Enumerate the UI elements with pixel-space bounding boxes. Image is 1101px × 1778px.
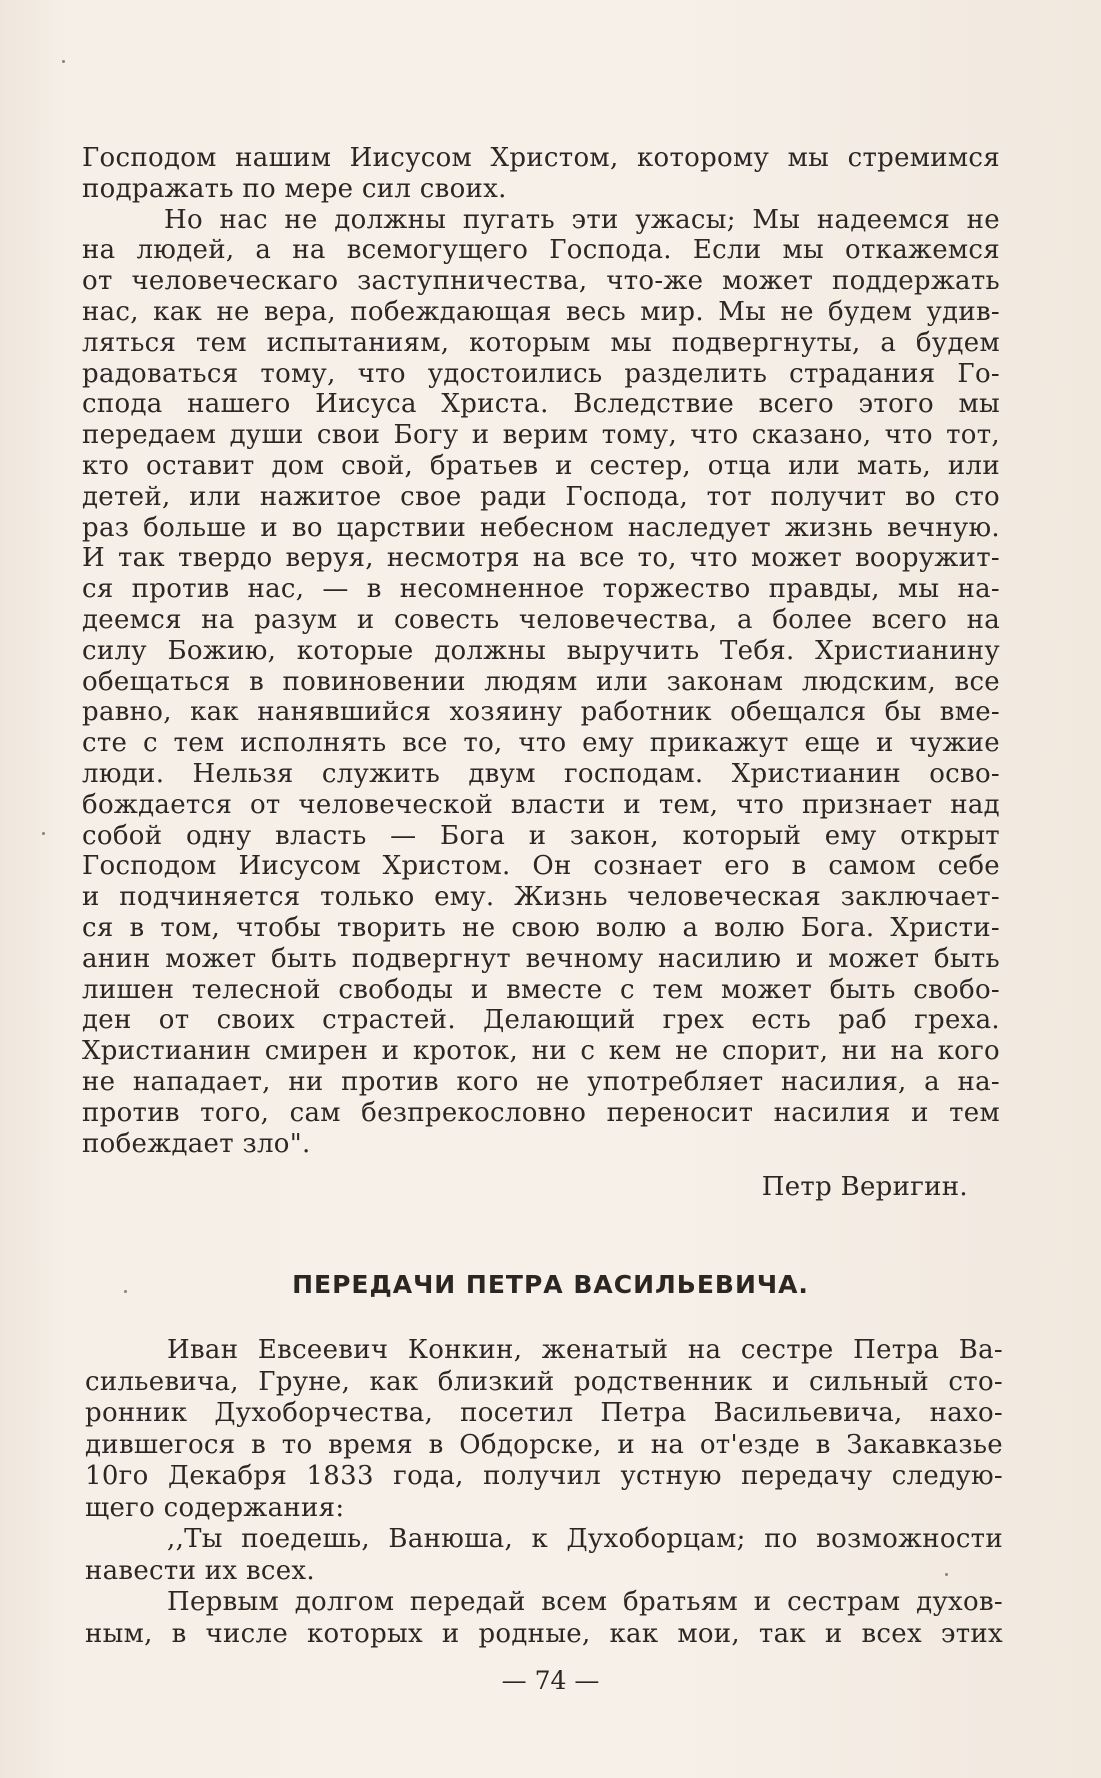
- text-line: силу Божию, которые должны выручить Тебя. Христианину: [82, 635, 1000, 666]
- text-line: анин может быть подвергнут вечному насилию и может быть: [82, 943, 1000, 974]
- text-line: против того, сам безпрекословно переносит насилия и тем: [82, 1097, 1000, 1128]
- text-line: Господом нашим Иисусом Христом, которому мы стремимся: [82, 143, 1000, 173]
- text-line: обещаться в повиновении людям или законам людским, все: [82, 666, 1000, 697]
- letter-text: [82, 143, 1000, 1159]
- text-line: не нападает, ни против кого не употребляет насилия, а на-: [82, 1066, 1000, 1097]
- text-line: ден от своих страстей. Делающий грех есть раб греха.: [82, 1005, 1000, 1036]
- text-line: ся против нас, — в несомненное торжество правды, мы на-: [82, 574, 1000, 605]
- text-line: подражать по мере сил своих.: [82, 173, 507, 204]
- text-line: радоваться тому, что удостоились разделить страдания Го-: [82, 358, 1000, 389]
- text-line: ным, в числе которых и родные, как мои, так и всех этих: [85, 1618, 1003, 1649]
- text-line: нас, как не вера, побеждающая весь мир. Мы не будем удив-: [82, 296, 1000, 327]
- paper-speck: [124, 1290, 127, 1293]
- text-line: 10го Декабря 1833 года, получил устную передачу следую-: [85, 1461, 1003, 1491]
- text-line: раз больше и во царствии небесном наследует жизнь вечную.: [82, 512, 1000, 543]
- text-line: бождается от человеческой власти и тем, что признает над: [82, 789, 1000, 820]
- text-line: побеждает зло".: [82, 1128, 311, 1159]
- text-line: спода нашего Иисуса Христа. Вследствие всего этого мы: [82, 389, 1000, 420]
- text-line: ,,Ты поедешь, Ванюша, к Духоборцам; по возможности: [167, 1524, 1003, 1554]
- text-line: детей, или нажитое свое ради Господа, тот получит во сто: [82, 481, 1000, 512]
- page-number: — 74 —: [501, 1666, 600, 1695]
- text-line: передаем души свои Богу и верим тому, что сказано, что тот,: [82, 420, 1000, 451]
- text-line: И так твердо веруя, несмотря на все то, что может вооружит-: [82, 543, 1000, 574]
- text-line: на людей, а на всемогущего Господа. Если мы откажемся: [82, 235, 1000, 266]
- text-line: Христианин смирен и кроток, ни с кем не спорит, ни на кого: [82, 1036, 1000, 1067]
- text-line: ляться тем испытаниям, которым мы подвергнуты, а будем: [82, 327, 1000, 358]
- text-line: Первым долгом передай всем братьям и сестрам духов-: [167, 1587, 1003, 1617]
- text-line: дившегося в то время в Обдорске, и на от'езде в Закавказье: [85, 1429, 1003, 1460]
- text-line: Но нас не должны пугать эти ужасы; Мы надеемся не: [164, 204, 1000, 235]
- text-line: щего содержания:: [85, 1492, 345, 1523]
- text-line: собой одну власть — Бога и закон, который ему открыт: [82, 820, 1000, 851]
- signature: Петр Веригин.: [761, 1172, 968, 1202]
- paper-speck: [945, 1573, 948, 1576]
- text-line: кто оставит дом свой, братьев и сестер, отца или мать, или: [82, 450, 1000, 481]
- text-line: Иван Евсеевич Конкин, женатый на сестре Петра Ва-: [167, 1335, 1003, 1365]
- text-line: равно, как нанявшийся хозяину работник обещался бы вме-: [82, 697, 1000, 728]
- paper-speck: [42, 832, 45, 835]
- text-line: сильевича, Груне, как близкий родственник и сильный сто-: [85, 1366, 1003, 1397]
- text-line: лишен телесной свободы и вместе с тем может быть свобо-: [82, 974, 1000, 1005]
- text-line: сте с тем исполнять все то, что ему прикажут еще и чужие: [82, 728, 1000, 759]
- text-line: Господом Иисусом Христом. Он сознает его в самом себе: [82, 851, 1000, 882]
- paper-speck: [62, 60, 65, 63]
- section-text: [85, 1335, 1003, 1650]
- text-line: от человеческаго заступничества, что-же может поддержать: [82, 266, 1000, 297]
- text-line: и подчиняется только ему. Жизнь человеческая заключает-: [82, 882, 1000, 913]
- text-line: навести их всех.: [85, 1555, 315, 1586]
- text-line: ронник Духоборчества, посетил Петра Васильевича, нахо-: [85, 1398, 1003, 1428]
- text-line: люди. Нельзя служить двум господам. Христианин осво-: [82, 758, 1000, 789]
- text-line: деемся на разум и совесть человечества, а более всего на: [82, 604, 1000, 635]
- text-line: ся в том, чтобы творить не свою волю а волю Бога. Христи-: [82, 912, 1000, 943]
- section-title: ПЕРЕДАЧИ ПЕТРА ВАСИЛЬЕВИЧА.: [292, 1270, 809, 1299]
